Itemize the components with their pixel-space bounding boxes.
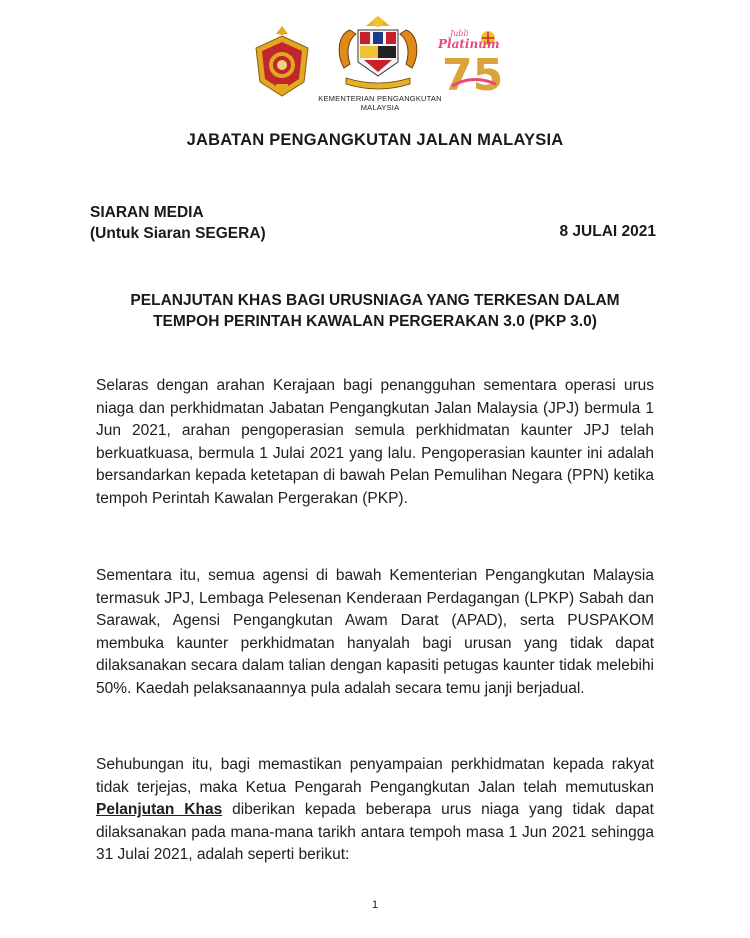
- heading-line1: PELANJUTAN KHAS BAGI URUSNIAGA YANG TERKESAN DALAM: [130, 292, 620, 309]
- page-number: 1: [371, 899, 379, 911]
- body-paragraph-1: Selaras dengan arahan Kerajaan bagi penangguhan sementara operasi urus niaga dan perkhidmatan Jabatan Pengangkutan Jalan Malaysia (JPJ) bermula 1 Jun 2021, arahan pengoperasian semula perkhidmatan kaunter JPJ telah berkuatkuasa, bermula 1 Julai 2021 yang lalu. Pengoperasian kaunter ini adalah bersandarkan kepada ketetapan di bawah Pelan Pemulihan Negara (PPN) ketika tempoh Perintah Kawalan Pergerakan (PKP).: [96, 377, 654, 507]
- logo-bar: [0, 14, 750, 114]
- media-release-block: [90, 202, 266, 244]
- ministry-caption-line2: MALAYSIA: [360, 103, 400, 112]
- platinum-logo-platinum: Platinum: [438, 37, 500, 51]
- paragraph-3-intro: Sehubungan itu, bagi memastikan penyampaian perkhidmatan kepada rakyat tidak terjejas, maka Ketua Pengarah Pengangkutan Jalan telah memutuskan: [96, 756, 654, 796]
- heading-line2: TEMPOH PERINTAH KAWALAN PERGERAKAN 3.0 (PKP 3.0): [153, 313, 597, 330]
- paragraph-3-rest: diberikan kepada beberapa urus niaga yang tidak dapat dilaksanakan pada mana-mana tarikh antara tempoh masa 1 Jun 2021 sehingga 31 Julai 2021, adalah seperti berikut:: [96, 801, 654, 863]
- jubli-platinum-75-logo: [436, 24, 508, 96]
- ministry-caption-line1: KEMENTERIAN PENGANGKUTAN: [318, 94, 442, 103]
- release-urgency: (Untuk Siaran SEGERA): [90, 225, 266, 242]
- platinum-logo-75: 75: [442, 50, 504, 96]
- ministry-coat-of-arms-logo: [330, 14, 426, 92]
- jpj-emblem-logo: [250, 24, 314, 100]
- document-heading: [60, 290, 690, 332]
- release-date: 8 JULAI 2021: [559, 223, 656, 240]
- body-paragraph-2: Sementara itu, semua agensi di bawah Kementerian Pengangkutan Malaysia termasuk JPJ, Lembaga Pelesenan Kenderaan Perdagangan (LPKP) Sabah dan Sarawak, Agensi Pengangkutan Awam Darat (APAD), serta PUSPAKOM membuka kaunter perkhidmatan hanyalah bagi urusan yang tidak dapat dilaksanakan secara dalam talian dengan kapasiti petugas kaunter tidak melebihi 50%. Kaedah pelaksanaannya pula adalah secara temu janji berjadual.: [96, 567, 654, 697]
- platinum-logo-jubli: Jubli: [450, 29, 469, 38]
- release-type: SIARAN MEDIA: [90, 204, 204, 221]
- special-extension-emphasis: Pelanjutan Khas: [96, 801, 223, 818]
- ministry-caption: [300, 94, 460, 112]
- body-paragraph-3: [96, 754, 654, 867]
- agency-title: JABATAN PENGANGKUTAN JALAN MALAYSIA: [186, 131, 564, 149]
